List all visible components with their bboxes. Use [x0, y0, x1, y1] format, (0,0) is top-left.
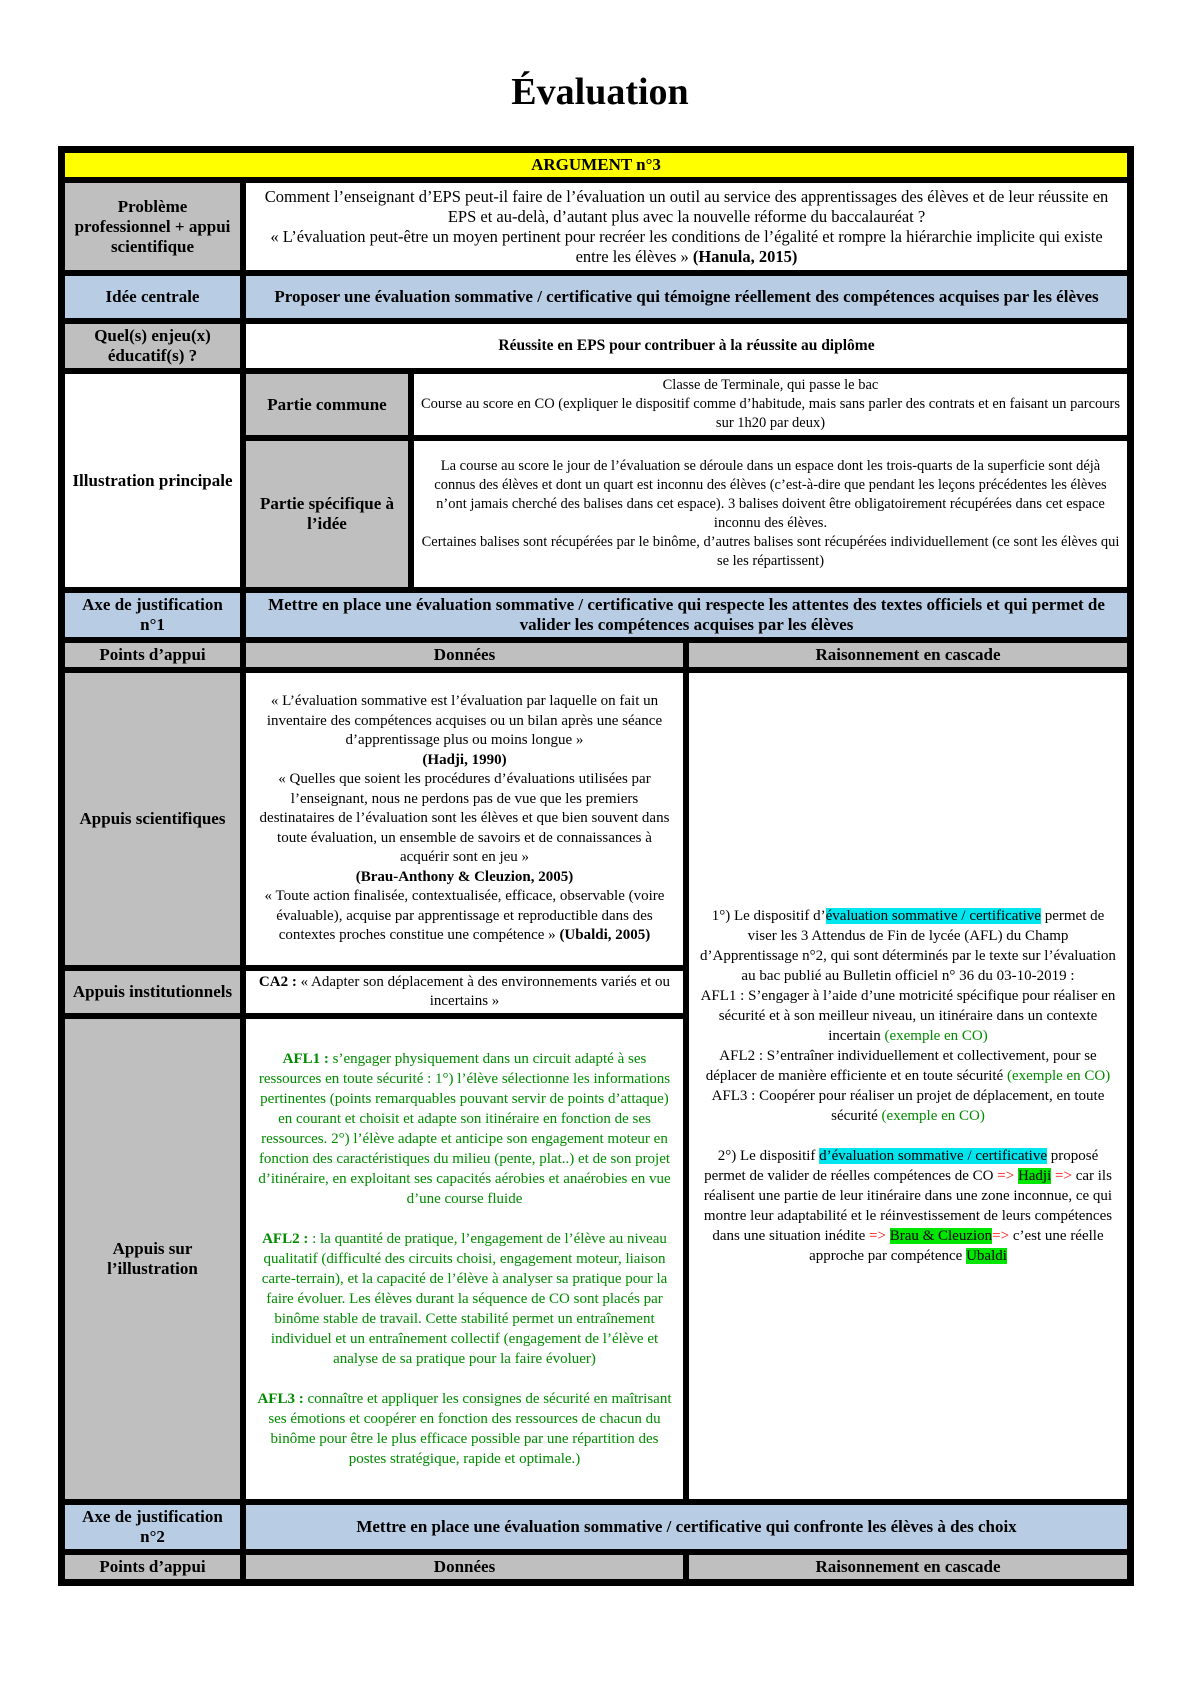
raisonnement-header: Raisonnement en cascade	[686, 640, 1130, 670]
quote-brau: « Quelles que soient les procédures d’évaluations utilisées par l’enseignant, nous ne perdons pas de vue que les premiers destinataires de l’évaluation sont les élèves et que bien souvent dans toute évaluation, un ensemble de savoirs et de connaissances à acquérir sont en jeu »	[259, 771, 670, 866]
commune-line2: Course au score en CO (expliquer le dispositif comme d’habitude, mais sans parler des contrats et en faisant un parcours sur 1h20 par deux)	[420, 396, 1121, 431]
raisonnement-header-2: Raisonnement en cascade	[686, 1552, 1130, 1582]
raisonnement-p1: 1°) Le dispositif d’évaluation sommative / certificative permet de viser les 3 Attendus de Fin de lycée (AFL) du Champ d’Apprentissage n°2, qui sont déterminés par le texte sur l’évaluation au bac publié au Bulletin officiel n° 36 du 03-10-2019 :	[700, 908, 1116, 984]
raisonnement-afl2: AFL2 : S’entraîner individuellement et collectivement, pour se déplacer de manière efficiente et en toute sécurité (exemple en CO)	[705, 1048, 1111, 1084]
probleme-label: Problème professionnel + appui scientifique	[62, 180, 243, 273]
points-appui-header-2: Points d’appui	[62, 1552, 243, 1582]
highlight-ubaldi: Ubaldi	[966, 1248, 1007, 1264]
raisonnement-afl3: AFL3 : Coopérer pour réaliser un projet de déplacement, en toute sécurité (exemple en CO)	[711, 1088, 1105, 1124]
partie-specifique-label: Partie spécifique à l’idée	[243, 438, 411, 590]
donnees-header-2: Données	[243, 1552, 686, 1582]
raisonnement-p2: 2°) Le dispositif d’évaluation sommative / certificative proposé permet de valider de réelles compétences de CO => Hadji => car ils réalisent une partie de leur itinéraire dans une zone inconnue, ce qui montre leur adaptabilité et le réinvestissement de leurs compétences dans une situation inédite => Brau & Cleuzion=> c’est une réelle approche par compétence Ubaldi	[703, 1148, 1113, 1264]
ref-hadji: (Hadji, 1990)	[422, 751, 507, 768]
enjeu-label: Quel(s) enjeu(x) éducatif(s) ?	[62, 321, 243, 371]
axe2-label: Axe de justification n°2	[62, 1502, 243, 1552]
quote-hadji: « L’évaluation sommative est l’évaluation par laquelle on fait un inventaire des compétences acquises ou un bilan après une séance d’apprentissage plus ou moins longue »	[266, 693, 663, 749]
appuis-illustration-text	[243, 1016, 686, 1502]
quote-ubaldi: « Toute action finalisée, contextualisée, efficace, observable (voire évaluable), acquise par apprentissage et reproductible dans des contextes proches constitue une compétence »	[264, 888, 665, 944]
idee-text: Proposer une évaluation sommative / certificative qui témoigne réellement des compétences acquises par les élèves	[243, 273, 1130, 321]
ca2-label: CA2 :	[258, 974, 297, 990]
afl1-block: AFL1 : s’engager physiquement dans un circuit adapté à ses ressources en toute sécurité : 1°) l’élève sélectionne les informations pertinentes (points remarquables pouvant servir de points d’attaque) en courant et choisit et adapte son itinéraire en fonction de ses ressources. 2°) l’élève adapte et anticipe son engagement moteur en fonction des caractéristiques du milieu (pente, plat..) et de son projet d’itinéraire, en exploitant ses capacités aérobies et anaérobies en vue d’une course fluide	[258, 1051, 671, 1207]
commune-line1: Classe de Terminale, qui passe le bac	[662, 377, 879, 393]
appuis-institutionnels-label: Appuis institutionnels	[62, 968, 243, 1016]
highlight-eval-2: d’évaluation sommative / certificative	[819, 1148, 1047, 1164]
afl2-block: AFL2 : : la quantité de pratique, l’engagement de l’élève au niveau qualitatif (difficulté des circuits choisi, engagement moteur, liaison carte-terrain), et la capacité de l’élève à analyser sa pratique pour la faire évoluer. Les élèves durant la séquence de CO sont placés par binôme stable de travail. Cette stabilité permet un entraînement individuel et un entraînement collectif (engagement de l’élève et analyse de sa pratique pour la faire évoluer)	[261, 1231, 668, 1367]
ref-ubaldi: (Ubaldi, 2005)	[559, 927, 651, 944]
argument-table	[58, 146, 1134, 1586]
probleme-quote: « L’évaluation peut-être un moyen pertinent pour recréer les conditions de l’égalité et rompre la hiérarchie implicite qui existe entre les élèves »	[270, 226, 1103, 266]
points-appui-header: Points d’appui	[62, 640, 243, 670]
highlight-eval-1: évaluation sommative / certificative	[825, 908, 1041, 924]
specifique-line1: La course au score le jour de l’évaluation se déroule dans un espace dont les trois-quarts de la superficie sont déjà connus des élèves et dont un quart est inconnu des élèves (c’est-à-dire que pendant les leçons précédentes les élèves n’ont jamais cherché des balises dans cet espace). 3 balises doivent être obligatoirement récupérées dans cet espace inconnu des élèves.	[434, 458, 1107, 531]
idee-label: Idée centrale	[62, 273, 243, 321]
axe1-label: Axe de justification n°1	[62, 590, 243, 640]
axe1-text: Mettre en place une évaluation sommative / certificative qui respecte les attentes des textes officiels et qui permet de valider les compétences acquises par les élèves	[243, 590, 1130, 640]
ref-brau: (Brau-Anthony & Cleuzion, 2005)	[355, 868, 574, 885]
probleme-question: Comment l’enseignant d’EPS peut-il faire de l’évaluation un outil au service des apprentissages des élèves et de leur réussite en EPS et au-delà, d’autant plus avec la nouvelle réforme du baccalauréat ?	[264, 186, 1109, 226]
donnees-header: Données	[243, 640, 686, 670]
highlight-hadji: Hadji	[1017, 1168, 1052, 1184]
probleme-ref: (Hanula, 2015)	[692, 246, 798, 266]
enjeu-text: Réussite en EPS pour contribuer à la réussite au diplôme	[243, 321, 1130, 371]
appuis-scientifiques-label: Appuis scientifiques	[62, 670, 243, 968]
highlight-brau: Brau & Cleuzion	[889, 1228, 993, 1244]
page-title: Évaluation	[511, 71, 689, 113]
probleme-text	[243, 180, 1130, 273]
axe2-text: Mettre en place une évaluation sommative / certificative qui confronte les élèves à des choix	[243, 1502, 1130, 1552]
ca2-text: « Adapter son déplacement à des environnements variés et ou incertains »	[300, 974, 671, 1009]
raisonnement-cell	[686, 670, 1130, 1502]
appuis-illustration-label: Appuis sur l’illustration	[62, 1016, 243, 1502]
appuis-scientifiques-text	[243, 670, 686, 968]
specifique-line2: Certaines balises sont récupérées par le binôme, d’autres balises sont récupérées individuellement (ce sont les élèves qui se les répartissent)	[421, 534, 1120, 569]
partie-specifique-text	[411, 438, 1130, 590]
partie-commune-label: Partie commune	[243, 371, 411, 438]
partie-commune-text	[411, 371, 1130, 438]
raisonnement-afl1: AFL1 : S’engager à l’aide d’une motricité spécifique pour réaliser en sécurité et à son meilleur niveau, un itinéraire dans un contexte incertain (exemple en CO)	[700, 988, 1116, 1044]
illustration-label: Illustration principale	[62, 371, 243, 590]
argument-header: ARGUMENT n°3	[62, 150, 1130, 180]
afl3-block: AFL3 : connaître et appliquer les consignes de sécurité en maîtrisant ses émotions et coopérer en fonction des ressources de chacun du binôme pour être le plus efficace possible par une répartition des postes stratégique, rapide et optimale.)	[257, 1391, 672, 1467]
appuis-institutionnels-text	[243, 968, 686, 1016]
